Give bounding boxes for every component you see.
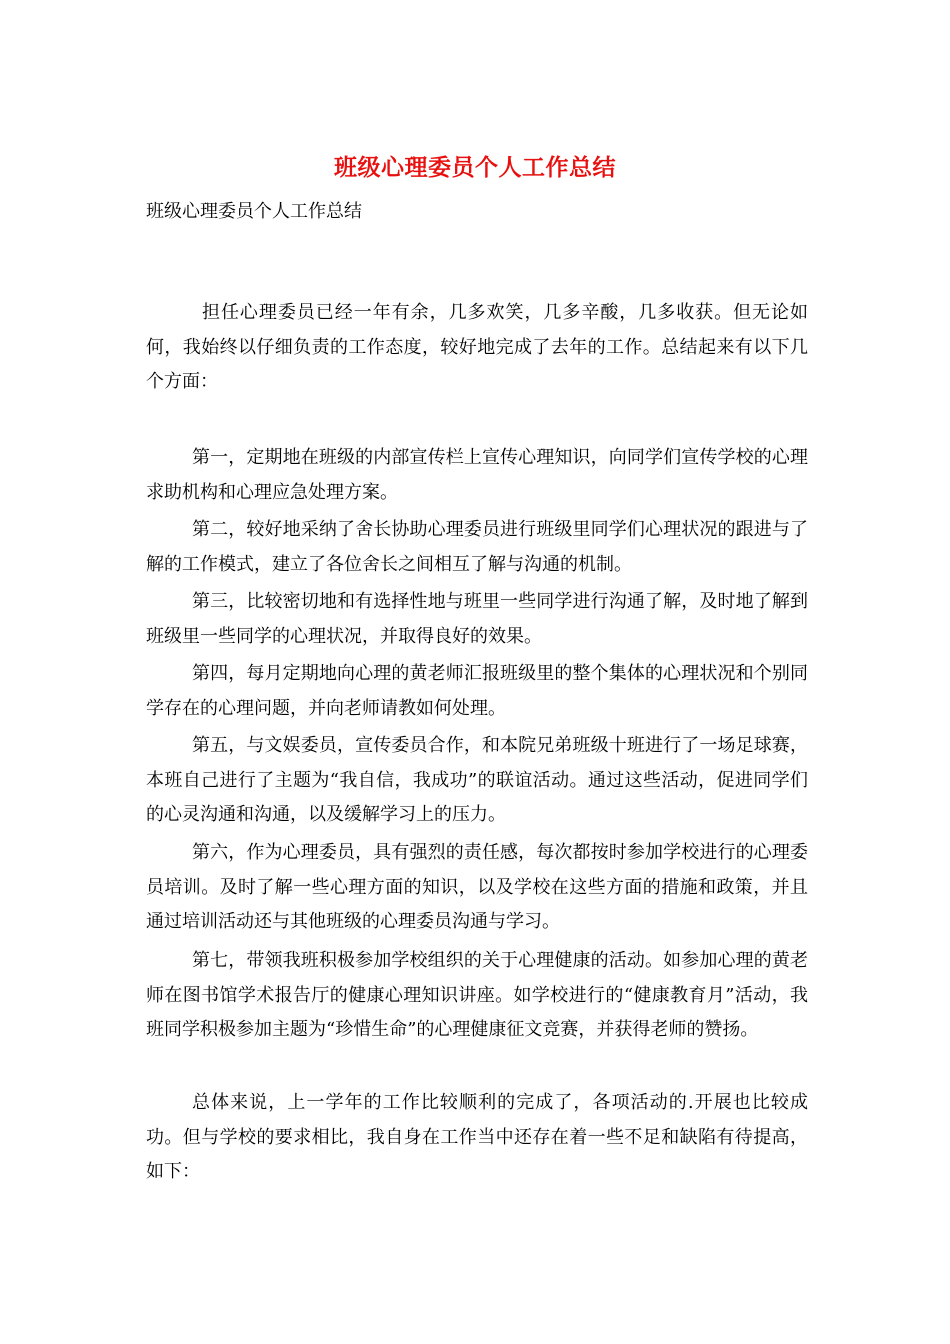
paragraph-point-3: 第三，比较密切地和有选择性地与班里一些同学进行沟通了解，及时地了解到班级里一些同学的心理状况，并取得良好的效果。: [146, 591, 808, 647]
paragraph-point-5: 第五，与文娱委员，宣传委员合作，和本院兄弟班级十班进行了一场足球赛，本班自己进行了主题为“我自信，我成功”的联谊活动。通过这些活动，促进同学们的心灵沟通和沟通，以及缓解学习上的压力。: [146, 735, 808, 825]
paragraph-point-7: 第七，带领我班积极参加学校组织的关于心理健康的活动。如参加心理的黄老师在图书馆学术报告厅的健康心理知识讲座。如学校进行的“健康教育月”活动，我班同学积极参加主题为“珍惜生命”的心理健康征文竞赛，并获得老师的赞扬。: [146, 950, 808, 1040]
paragraph-summary: 总体来说，上一学年的工作比较顺利的完成了，各项活动的.开展也比较成功。但与学校的要求相比，我自身在工作当中还存在着一些不足和缺陷有待提高，如下：: [146, 1092, 808, 1182]
paragraph-point-4: 第四，每月定期地向心理的黄老师汇报班级里的整个集体的心理状况和个别同学存在的心理问题，并向老师请教如何处理。: [146, 663, 808, 719]
paragraph-intro: 担任心理委员已经一年有余，几多欢笑，几多辛酸，几多收获。但无论如何，我始终以仔细负责的工作态度，较好地完成了去年的工作。总结起来有以下几个方面：: [146, 302, 808, 392]
document-title: 班级心理委员个人工作总结: [334, 154, 616, 181]
document-subtitle: 班级心理委员个人工作总结: [146, 201, 362, 222]
paragraph-point-1: 第一，定期地在班级的内部宣传栏上宣传心理知识，向同学们宣传学校的心理求助机构和心理应急处理方案。: [146, 447, 808, 503]
paragraph-point-2: 第二，较好地采纳了舍长协助心理委员进行班级里同学们心理状况的跟进与了解的工作模式，建立了各位舍长之间相互了解与沟通的机制。: [146, 519, 808, 575]
paragraph-point-6: 第六，作为心理委员，具有强烈的责任感，每次都按时参加学校进行的心理委员培训。及时了解一些心理方面的知识，以及学校在这些方面的措施和政策，并且通过培训活动还与其他班级的心理委员沟通与学习。: [146, 842, 808, 932]
